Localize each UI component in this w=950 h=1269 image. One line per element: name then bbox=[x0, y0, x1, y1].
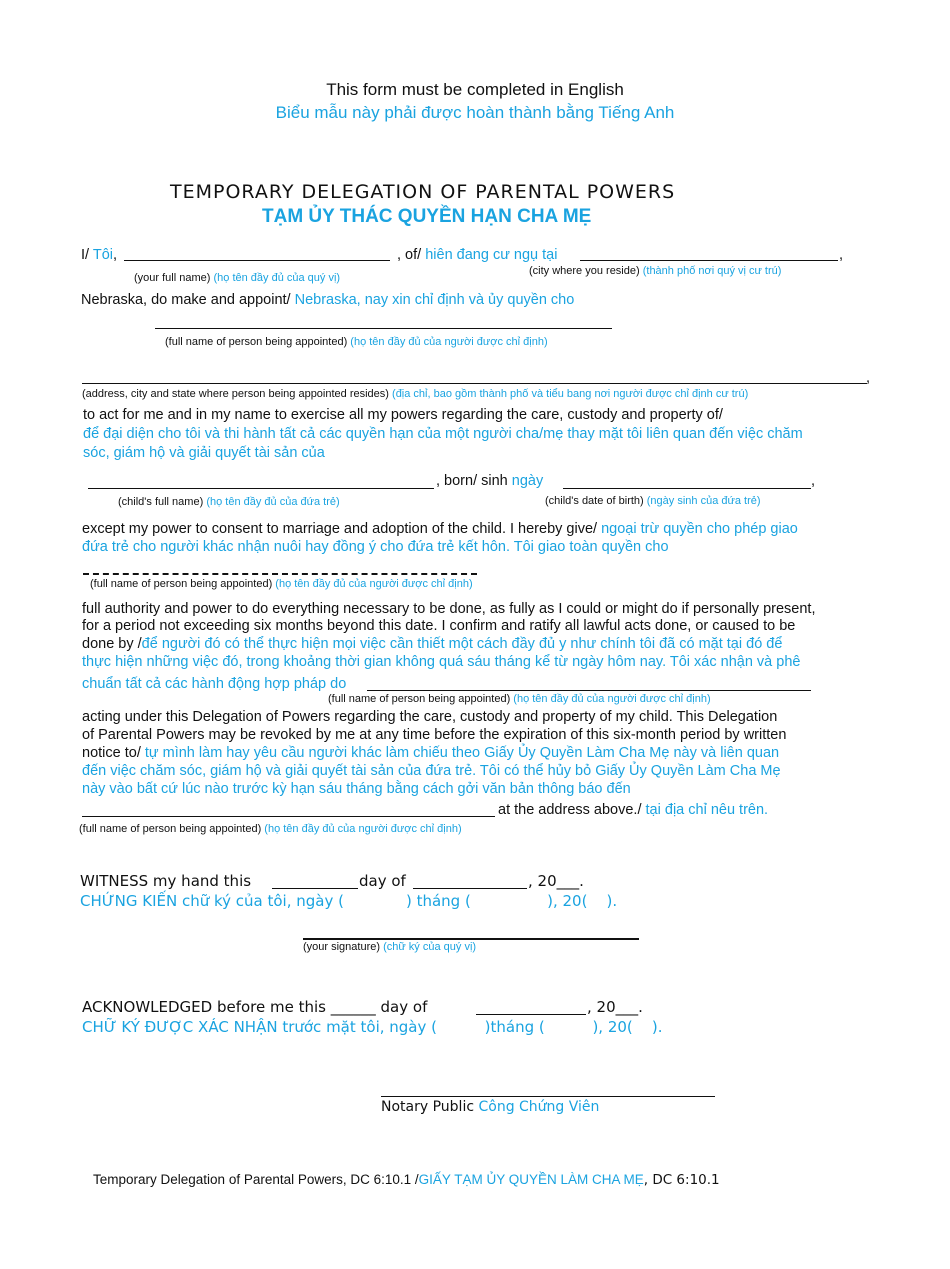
child-name-caption-vi: (họ tên đầy đủ của đứa trẻ) bbox=[206, 496, 340, 508]
signature-caption bbox=[303, 941, 476, 954]
appointed-caption-4-vi: (họ tên đầy đủ của người được chỉ định) bbox=[264, 823, 462, 835]
acknowledged-en-b: , 20___. bbox=[587, 998, 643, 1016]
act-vi-line1: để đại diện cho tôi và thi hành tất cả các quyền hạn của một người cha/mẹ thay mặt tôi liên quan đến việc chăm bbox=[83, 426, 803, 442]
authority-vi-line1: để người đó có thể thực hiện mọi việc cần thiết một cách đầy đủ y như chính tôi đã có mặt tại đó để bbox=[141, 636, 783, 652]
child-dob-field[interactable] bbox=[563, 488, 811, 489]
i-label-en: I/ bbox=[81, 247, 90, 263]
appointed-caption-3 bbox=[328, 693, 711, 706]
witness-month-field[interactable] bbox=[413, 888, 527, 889]
your-full-name-caption-vi: (họ tên đầy đủ của quý vị) bbox=[213, 272, 341, 284]
nebraska-vi: Nebraska, nay xin chỉ định và ủy quyền cho bbox=[294, 292, 575, 308]
city-caption-en: (city where you reside) bbox=[529, 265, 640, 277]
acting-en-line1: acting under this Delegation of Powers regarding the care, custody and property of my child. This Delegation bbox=[82, 709, 778, 725]
your-full-name-field[interactable] bbox=[124, 260, 390, 261]
acting-vi-line3: này vào bất cứ lúc nào trước kỳ hạn sáu tháng bằng cách gởi văn bản thông báo đến bbox=[82, 781, 631, 797]
i-label bbox=[81, 246, 117, 264]
of-label-en: , of/ bbox=[397, 247, 422, 263]
city-field[interactable] bbox=[580, 260, 838, 261]
appointed-caption-4-en: (full name of person being appointed) bbox=[79, 823, 262, 835]
child-dob-caption-en: (child's date of birth) bbox=[545, 495, 644, 507]
form-title-en: TEMPORARY DELEGATION OF PARENTAL POWERS bbox=[170, 181, 676, 203]
authority-en-line2: for a period not exceeding six months beyond this date. I confirm and ratify all lawful acts done, or caused to be bbox=[82, 618, 796, 634]
born-en: , born/ sinh bbox=[436, 473, 508, 489]
footer-code: , DC 6:10.1 bbox=[643, 1172, 720, 1188]
appointed-caption-1-en: (full name of person being appointed) bbox=[165, 336, 348, 348]
appointed-name-field-3[interactable] bbox=[367, 690, 811, 691]
appointed-caption-3-vi: (họ tên đầy đủ của người được chỉ định) bbox=[513, 693, 711, 705]
at-address-label bbox=[498, 801, 768, 819]
i-label-vi: Tôi bbox=[92, 247, 113, 263]
your-full-name-caption-en: (your full name) bbox=[134, 272, 211, 284]
appointed-caption-4 bbox=[79, 823, 462, 836]
act-en: to act for me and in my name to exercise all my powers regarding the care, custody and property of/ bbox=[83, 407, 723, 423]
authority-line3 bbox=[82, 635, 782, 653]
born-label bbox=[436, 472, 543, 490]
signature-field[interactable] bbox=[303, 938, 639, 940]
nebraska-en: Nebraska, do make and appoint/ bbox=[81, 292, 291, 308]
acknowledged-en-a: ACKNOWLEDGED before me this ______ day of bbox=[82, 998, 428, 1016]
i-comma: , bbox=[113, 247, 118, 263]
appointed-name-field-4[interactable] bbox=[82, 816, 495, 817]
act-vi-line2: sóc, giám hộ và giải quyết tài sản của bbox=[83, 445, 325, 461]
signature-caption-vi: (chữ ký của quý vị) bbox=[383, 941, 477, 953]
acting-line3 bbox=[82, 744, 779, 762]
acting-en-line3: notice to/ bbox=[82, 745, 141, 761]
child-name-caption-en: (child's full name) bbox=[118, 496, 204, 508]
appointed-caption-2-en: (full name of person being appointed) bbox=[90, 578, 273, 590]
your-full-name-caption bbox=[134, 272, 340, 285]
authority-en-line1: full authority and power to do everything necessary to be done, as fully as I could or might do if personally present, bbox=[82, 601, 816, 617]
appointed-caption-2 bbox=[90, 578, 473, 591]
english-required-note: This form must be completed in English bbox=[326, 80, 624, 99]
except-vi-line1: ngoại trừ quyền cho phép giao bbox=[601, 521, 798, 537]
notary-en: Notary Public bbox=[381, 1099, 475, 1115]
address-comma: , bbox=[866, 370, 871, 386]
witness-en-b: day of bbox=[359, 872, 406, 890]
acknowledged-vi: CHỮ KÝ ĐƯỢC XÁC NHẬN trước mặt tôi, ngày ( )tháng ( ), 20( ). bbox=[82, 1018, 663, 1036]
witness-en-a: WITNESS my hand this bbox=[80, 872, 252, 890]
acting-vi-line1: tự mình làm hay yêu cầu người khác làm chiếu theo Giấy Ủy Quyền Làm Cha Mẹ này và liên quan bbox=[144, 745, 780, 761]
acting-vi-line2: đến việc chăm sóc, giám hộ và giải quyết tài sản của đứa trẻ. Tôi có thể hủy bỏ Giấy Ủy Quyền Làm Cha Mẹ bbox=[82, 763, 781, 779]
except-en: except my power to consent to marriage and adoption of the child. I hereby give/ bbox=[82, 521, 598, 537]
of-label-vi: hiên đang cư ngụ tại bbox=[425, 247, 558, 263]
address-field[interactable] bbox=[82, 383, 867, 384]
witness-day-field[interactable] bbox=[272, 888, 358, 889]
authority-en-line3: done by / bbox=[82, 636, 142, 652]
footer-vi: GIẤY TẠM ỦY QUYỀN LÀM CHA MẸ bbox=[418, 1172, 644, 1187]
of-label bbox=[397, 246, 557, 264]
appointed-caption-2-vi: (họ tên đầy đủ của người được chỉ định) bbox=[275, 578, 473, 590]
appointed-caption-1-vi: (họ tên đầy đủ của người được chỉ định) bbox=[350, 336, 548, 348]
appointed-name-field-2[interactable] bbox=[83, 573, 477, 575]
city-comma: , bbox=[839, 247, 844, 263]
notary-label bbox=[381, 1098, 599, 1116]
witness-vi: CHỨNG KIẾN chữ ký của tôi, ngày ( ) tháng ( ), 20( ). bbox=[80, 892, 618, 910]
at-address-en: at the address above./ bbox=[498, 802, 642, 818]
footer bbox=[93, 1171, 720, 1189]
child-name-caption bbox=[118, 496, 340, 509]
address-caption-vi: (địa chỉ, bao gồm thành phố và tiểu bang nơi người được chỉ định cư trú) bbox=[392, 388, 749, 400]
nebraska-line bbox=[81, 291, 574, 309]
footer-en: Temporary Delegation of Parental Powers, DC 6:10.1 / bbox=[93, 1172, 419, 1187]
address-caption-en: (address, city and state where person being appointed resides) bbox=[82, 388, 389, 400]
vietnamese-required-note: Biểu mẫu này phải được hoàn thành bằng Tiếng Anh bbox=[275, 103, 675, 122]
except-line1 bbox=[82, 520, 798, 538]
appointed-caption-1 bbox=[165, 336, 548, 349]
except-vi-line2: đứa trẻ cho người khác nhận nuôi hay đồng ý cho đứa trẻ kết hôn. Tôi giao toàn quyền cho bbox=[82, 539, 669, 555]
child-dob-caption-vi: (ngày sinh của đứa trẻ) bbox=[646, 495, 761, 507]
born-vi: ngày bbox=[511, 473, 544, 489]
form-title-vi: TẠM ỦY THÁC QUYỀN HẠN CHA MẸ bbox=[262, 206, 592, 227]
notary-signature-field[interactable] bbox=[381, 1096, 715, 1097]
witness-en-c: , 20___. bbox=[528, 872, 584, 890]
acknowledged-month-field[interactable] bbox=[476, 1014, 586, 1015]
authority-vi-line3: chuẩn tất cả các hành động hợp pháp do bbox=[82, 676, 347, 692]
child-name-field[interactable] bbox=[88, 488, 434, 489]
acting-en-line2: of Parental Powers may be revoked by me at any time before the expiration of this six-month period by written bbox=[82, 727, 787, 743]
signature-caption-en: (your signature) bbox=[303, 941, 381, 953]
city-caption bbox=[529, 265, 781, 278]
appointed-caption-3-en: (full name of person being appointed) bbox=[328, 693, 511, 705]
notary-vi: Công Chứng Viên bbox=[478, 1099, 600, 1115]
child-dob-caption bbox=[545, 495, 761, 508]
address-caption bbox=[82, 388, 748, 401]
at-address-vi: tại địa chỉ nêu trên. bbox=[645, 802, 769, 818]
authority-vi-line2: thực hiện những việc đó, trong khoảng thời gian không quá sáu tháng kể từ ngày hôm nay. Tôi xác nhận và phê bbox=[82, 654, 801, 670]
city-caption-vi: (thành phố nơi quý vị cư trú) bbox=[642, 265, 782, 277]
appointed-name-field-1[interactable] bbox=[155, 328, 612, 329]
dob-comma: , bbox=[811, 473, 816, 489]
